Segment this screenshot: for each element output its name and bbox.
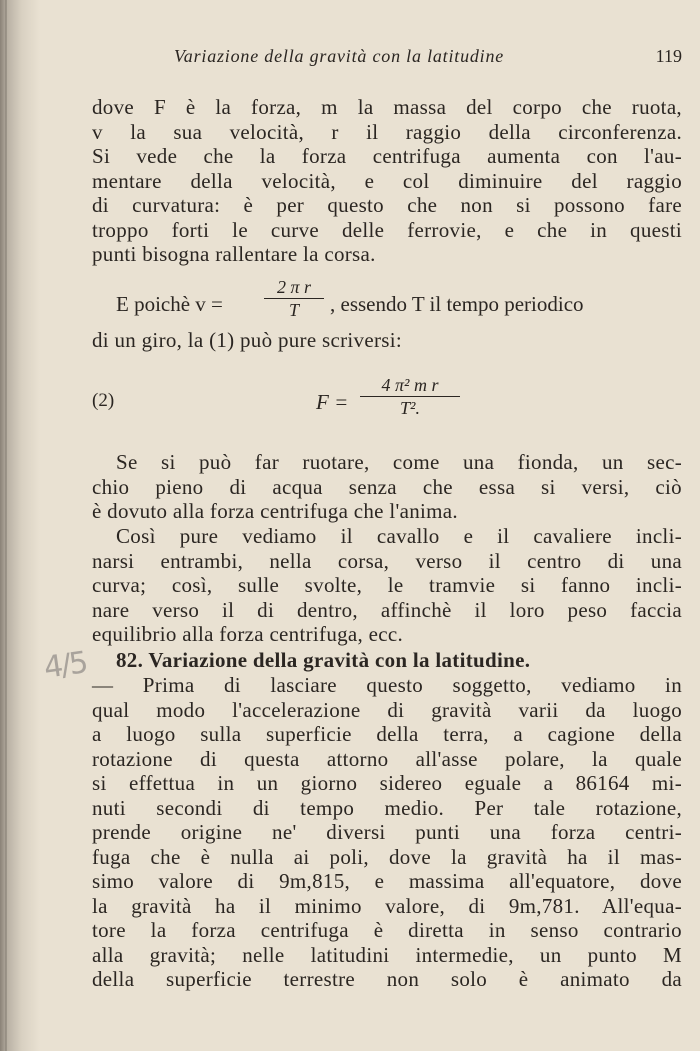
force-fraction: [360, 376, 460, 417]
text-line: nare verso il di dentro, affinchè il loro peso faccia: [92, 597, 682, 622]
text-line: curva; così, sulle svolte, le tramvie si fanno incli-: [92, 573, 682, 597]
formula-lead: E poichè v =: [116, 292, 223, 316]
section-heading: [92, 648, 682, 673]
fraction-bar: [360, 396, 460, 397]
paragraph-gravity-variation: [92, 673, 682, 992]
velocity-formula: [116, 278, 686, 322]
equation-number: (2): [92, 390, 115, 411]
text-line: tore la forza centrifuga è diretta in senso contrario: [92, 918, 682, 942]
text-line: — Prima di lasciare questo soggetto, vediamo in: [92, 673, 682, 697]
text-line: la gravità ha il minimo valore, di 9m,781. All'equa-: [92, 893, 682, 918]
fraction-numerator: 4 π² m r: [381, 375, 439, 395]
text-line: Si vede che la forza centrifuga aumenta con l'au-: [92, 144, 682, 168]
text-line: si effettua in un giorno sidereo eguale a 86164 mi-: [92, 771, 682, 795]
section-title: Variazione della gravità con la latitudine.: [148, 648, 531, 672]
text-line: prende origine ne' diversi punti una forza centri-: [92, 820, 682, 844]
text-line: equilibrio alla forza centrifuga, ecc.: [92, 622, 404, 646]
page-edge: [5, 0, 7, 1051]
paragraph-sling: [92, 450, 682, 524]
text-line: troppo forti le curve delle ferrovie, e che in questi: [92, 217, 682, 242]
running-title: Variazione della gravità con la latitudine: [174, 46, 505, 66]
text-line: mentare della velocità, e col diminuire del raggio: [92, 168, 682, 193]
fraction-bar: [264, 298, 324, 299]
text-line: simo valore di 9m,815, e massima all'equatore, dove: [92, 869, 682, 893]
text-line: alla gravità; nelle latitudini intermedie, un punto M: [92, 942, 682, 967]
section-number: 82.: [116, 648, 144, 672]
text-line: nuti secondi di tempo medio. Per tale rotazione,: [92, 795, 682, 820]
text-line: di curvatura: è per questo che non si possono fare: [92, 193, 682, 217]
text-line: v la sua velocità, r il raggio della circonferenza.: [92, 119, 682, 144]
fraction-denominator: T².: [400, 398, 420, 418]
fraction-denominator: T: [288, 300, 299, 320]
formula-continuation: di un giro, la (1) può pure scriversi:: [92, 328, 402, 352]
fraction-numerator: 2 π r: [276, 277, 312, 297]
running-header: [92, 46, 682, 70]
paragraph-horse-tram: [92, 524, 682, 647]
paragraph-centrifugal-force: [92, 95, 682, 267]
formula-trail: , essendo T il tempo periodico: [330, 292, 584, 316]
page-number: 119: [655, 46, 682, 66]
text-line: a luogo sulla superficie della terra, a cagione della: [92, 722, 682, 746]
text-line: narsi entrambi, nella corsa, verso il centro di una: [92, 548, 682, 573]
text-line: punti bisogna rallentare la corsa.: [92, 242, 376, 266]
handwritten-margin-mark: 4/5: [41, 645, 89, 686]
centrifugal-force-formula: [92, 376, 682, 432]
text-line: fuga che è nulla ai poli, dove la gravità ha il mas-: [92, 844, 682, 869]
text-line: Così pure vediamo il cavallo e il cavaliere incli-: [116, 524, 682, 548]
text-line: è dovuto alla forza centrifuga che l'anima.: [92, 499, 458, 523]
text-line: rotazione di questa attorno all'asse polare, la quale: [92, 746, 682, 771]
formula-lhs: F =: [316, 390, 349, 414]
text-line: dove F è la forza, m la massa del corpo che ruota,: [92, 95, 682, 119]
text-line: della superficie terrestre non solo è animato da: [92, 967, 682, 991]
section-title-line: [92, 648, 682, 673]
text-line: chio pieno di acqua senza che essa si versi, ciò: [92, 474, 682, 499]
velocity-fraction: [264, 278, 324, 319]
text-line: qual modo l'accelerazione di gravità varii da luogo: [92, 697, 682, 722]
text-line: Se si può far ruotare, come una fionda, un sec-: [116, 450, 682, 474]
